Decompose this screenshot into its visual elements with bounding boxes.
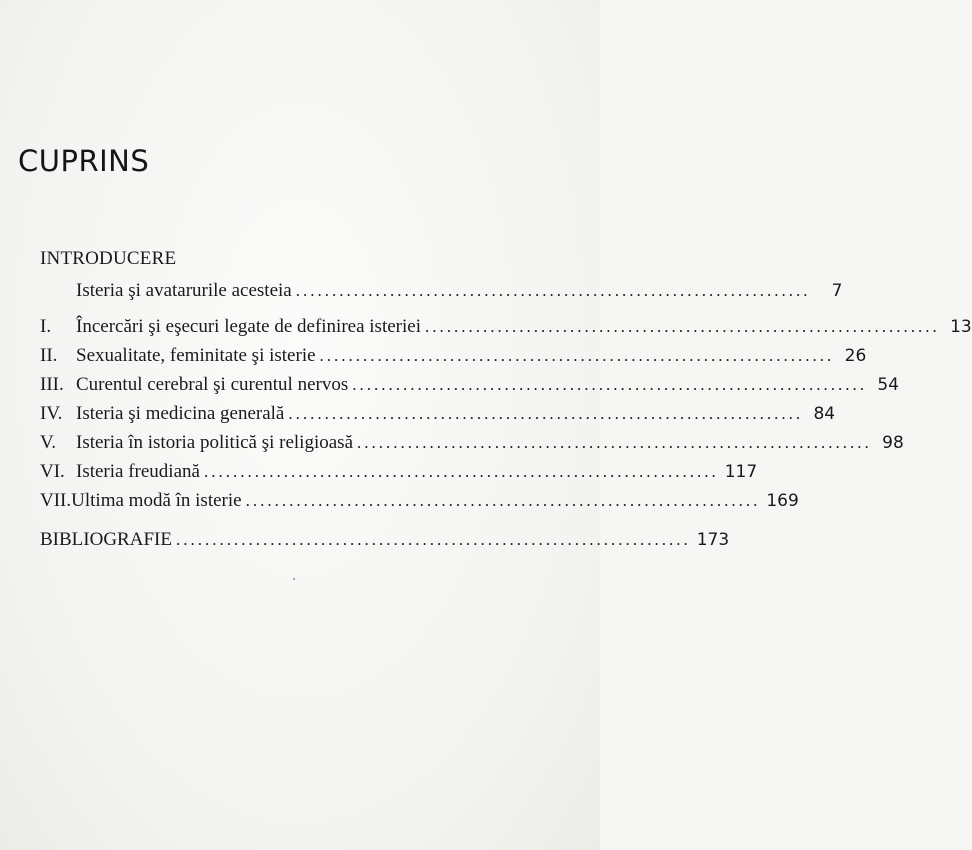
toc-entry-chapter-7[interactable] xyxy=(40,490,799,514)
toc-entry-chapter-1[interactable] xyxy=(40,316,972,340)
leader-dots: ....................................................................... xyxy=(352,375,867,394)
chapter-number: IV. xyxy=(40,403,63,424)
toc-entry-chapter-2[interactable] xyxy=(40,345,867,369)
chapter-number: V. xyxy=(40,432,57,453)
toc-entry-text: Ultima modă în isterie xyxy=(71,490,242,511)
chapter-number: II. xyxy=(40,345,58,366)
introduction-heading: INTRODUCERE xyxy=(40,248,177,269)
toc-entry-bibliography[interactable] xyxy=(40,529,730,553)
page-title: CUPRINS xyxy=(18,144,150,178)
toc-page-number: 169 xyxy=(766,491,799,511)
toc-entry-chapter-5[interactable] xyxy=(40,432,904,456)
toc-page-number: 117 xyxy=(724,462,758,482)
toc-entry-text: BIBLIOGRAFIE xyxy=(40,529,172,550)
toc-entry-text: Încercări şi eşecuri legate de definirea isteriei xyxy=(76,316,421,337)
toc-page-number: 98 xyxy=(882,433,904,453)
leader-dots: ....................................................................... xyxy=(295,281,811,300)
toc-entry-chapter-3[interactable] xyxy=(40,374,899,398)
leader-dots: ....................................................................... xyxy=(245,491,761,510)
chapter-number: III. xyxy=(40,374,64,395)
toc-entry-text: Isteria şi avatarurile acesteia xyxy=(76,280,292,301)
leader-dots: ....................................................................... xyxy=(357,433,872,452)
toc-page-number: 13 xyxy=(950,317,972,337)
chapter-number: VII. xyxy=(40,490,72,511)
toc-page-number: 84 xyxy=(813,404,836,424)
toc-entry-chapter-6[interactable] xyxy=(40,461,758,485)
chapter-number: I. xyxy=(40,316,52,337)
chapter-number: VI. xyxy=(40,461,65,482)
toc-page-number: 7 xyxy=(831,281,843,301)
leader-dots: ....................................................................... xyxy=(424,317,940,336)
leader-dots: ....................................................................... xyxy=(288,404,804,423)
toc-entry-text: Sexualitate, feminitate şi isterie xyxy=(76,345,316,366)
toc-entry-text: Isteria freudiană xyxy=(76,461,200,482)
toc-entry-chapter-4[interactable] xyxy=(40,403,836,427)
leader-dots: ....................................................................... xyxy=(203,462,719,481)
leader-dots: ....................................................................... xyxy=(319,346,835,365)
toc-entry-introduction[interactable] xyxy=(76,280,843,304)
paper-speck xyxy=(293,578,295,580)
toc-entry-text: Isteria şi medicina generală xyxy=(76,403,285,424)
toc-page-number: 26 xyxy=(844,346,867,366)
toc-page-number: 54 xyxy=(877,375,899,395)
leader-dots: ....................................................................... xyxy=(175,530,691,549)
toc-entry-text: Curentul cerebral şi curentul nervos xyxy=(76,374,349,395)
toc-entry-text: Isteria în istoria politică şi religioasă xyxy=(76,432,354,453)
toc-page-number: 173 xyxy=(696,530,730,550)
